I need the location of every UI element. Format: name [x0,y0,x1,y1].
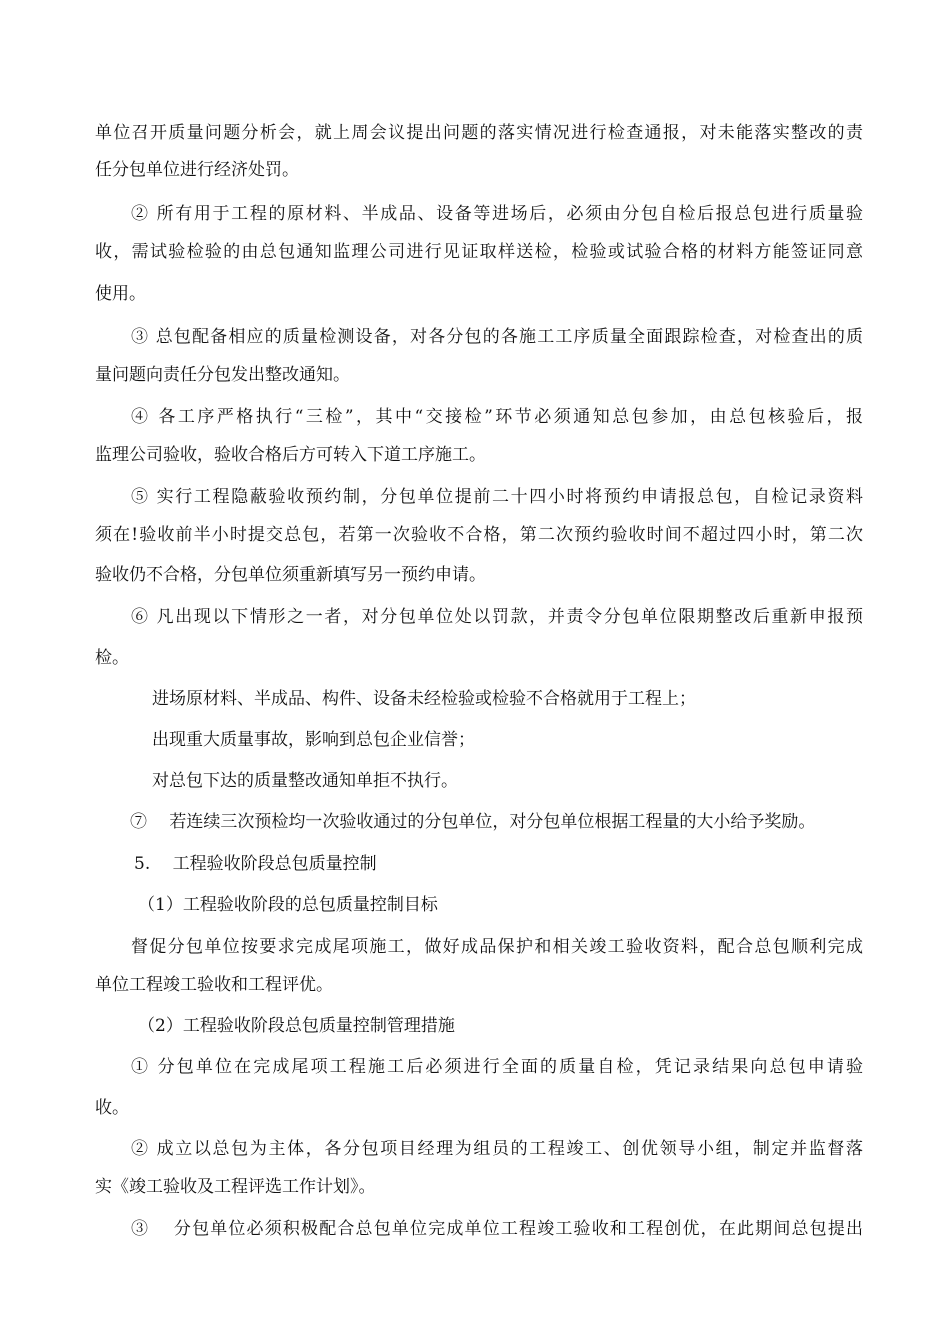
paragraph-line: 检。 [95,648,129,668]
paragraph-line: 验收仍不合格，分包单位须重新填写另一预约申请。 [95,565,486,585]
paragraph-line: 实《竣工验收及工程评选工作计划》。 [95,1177,376,1197]
paragraph-line: ⑥ 凡出现以下情形之一者，对分包单位处以罚款，并责令分包单位限期整改后重新申报预 [131,607,863,627]
paragraph-line: ② 所有用于工程的原材料、半成品、设备等进场后，必须由分包自检后报总包进行质量验 [131,204,863,224]
paragraph-line: ④ 各工序严格执行“三检”，其中“交接检”环节必须通知总包参加，由总包核验后，报 [131,407,863,427]
paragraph-line: 督促分包单位按要求完成尾项施工，做好成品保护和相关竣工验收资料，配合总包顺利完成 [131,937,863,957]
paragraph-line: 单位工程竣工验收和工程评优。 [95,975,333,995]
paragraph-line: 使用。 [95,284,146,304]
paragraph-line: 须在!验收前半小时提交总包，若第一次验收不合格，第二次预约验收时间不超过四小时，第二次 [95,525,863,545]
list-item: 出现重大质量事故，影响到总包企业信誉； [152,730,475,750]
paragraph-line: 收，需试验检验的由总包通知监理公司进行见证取样送检，检验或试验合格的材料方能签证同意 [95,242,863,262]
section-heading: 5. 工程验收阶段总包质量控制 [134,854,377,874]
paragraph-line: ① 分包单位在完成尾项工程施工后必须进行全面的质量自检，凭记录结果向总包申请验 [131,1057,863,1077]
list-item: 进场原材料、半成品、构件、设备未经检验或检验不合格就用于工程上； [152,689,696,709]
list-item: 对总包下达的质量整改通知单拒不执行。 [152,771,458,791]
paragraph-line: ③ 分包单位必须积极配合总包单位完成单位工程竣工验收和工程创优，在此期间总包提出 [131,1219,863,1239]
subsection-heading: （2）工程验收阶段总包质量控制管理措施 [138,1016,455,1036]
paragraph-line: 任分包单位进行经济处罚。 [95,160,299,180]
paragraph-line: 量问题向责任分包发出整改通知。 [95,365,350,385]
subsection-heading: （1）工程验收阶段的总包质量控制目标 [138,895,438,915]
paragraph-line: 收。 [95,1098,129,1118]
paragraph-line: ③ 总包配备相应的质量检测设备，对各分包的各施工工序质量全面跟踪检查，对检查出的质 [131,327,863,347]
paragraph-line: 监理公司验收，验收合格后方可转入下道工序施工。 [95,445,486,465]
paragraph-line: ② 成立以总包为主体，各分包项目经理为组员的工程竣工、创优领导小组，制定并监督落 [131,1139,863,1159]
paragraph-line: ⑤ 实行工程隐蔽验收预约制，分包单位提前二十四小时将预约申请报总包，自检记录资料 [131,487,863,507]
paragraph-line: ⑦ 若连续三次预检均一次验收通过的分包单位，对分包单位根据工程量的大小给予奖励。 [130,812,816,832]
paragraph-line: 单位召开质量问题分析会，就上周会议提出问题的落实情况进行检查通报，对未能落实整改的责 [95,123,863,143]
